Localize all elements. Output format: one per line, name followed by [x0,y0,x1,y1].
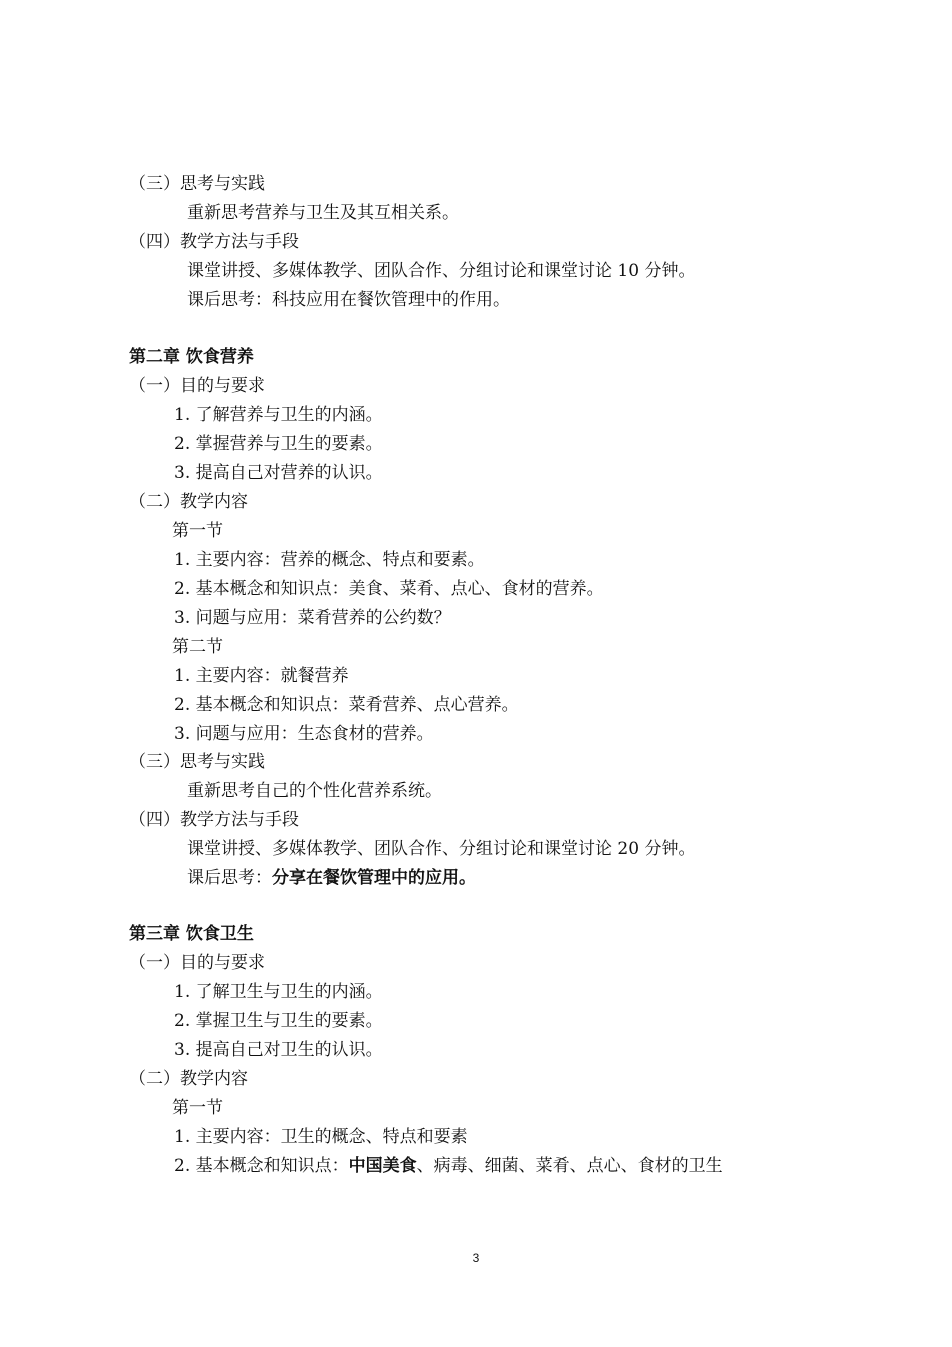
list-item: 2. 基本概念和知识点：菜肴营养、点心营养。 [174,695,519,715]
subsection-title: 第一节 [172,1098,223,1118]
after-prefix: 课后思考： [187,868,272,888]
page-number: 3 [472,1251,480,1265]
paragraph: 课后思考：科技应用在餐饮管理中的作用。 [187,290,510,310]
list-item: 2. 基本概念和知识点：美食、菜肴、点心、食材的营养。 [174,579,604,599]
list-item: 3. 提高自己对营养的认识。 [174,463,383,483]
paragraph: 重新思考自己的个性化营养系统。 [187,781,442,801]
chapter-title: 第二章 饮食营养 [129,347,254,367]
after-bold-text: 分享在餐饮管理中的应用。 [272,868,476,888]
list-item [174,1155,723,1177]
list-item: 3. 问题与应用：菜肴营养的公约数？ [174,608,451,628]
section-heading: （四）教学方法与手段 [129,810,299,830]
item2-prefix: 2. 基本概念和知识点： [174,1156,349,1176]
chapter-title: 第三章 饮食卫生 [129,924,254,944]
list-item: 1. 主要内容：卫生的概念、特点和要素 [174,1127,468,1147]
subsection-title: 第二节 [172,637,223,657]
section-heading: （三）思考与实践 [129,174,265,194]
list-item: 1. 了解营养与卫生的内涵。 [174,405,383,425]
list-item: 2. 掌握营养与卫生的要素。 [174,434,383,454]
list-item: 3. 提高自己对卫生的认识。 [174,1040,383,1060]
list-item: 1. 主要内容：就餐营养 [174,666,349,686]
section-heading: （一）目的与要求 [129,953,265,973]
list-item: 3. 问题与应用：生态食材的营养。 [174,724,434,744]
paragraph: 课堂讲授、多媒体教学、团队合作、分组讨论和课堂讨论 10 分钟。 [187,261,696,281]
section-heading: （四）教学方法与手段 [129,232,299,252]
section-heading: （三）思考与实践 [129,752,265,772]
item2-rest: 、病毒、细菌、菜肴、点心、食材的卫生 [416,1156,723,1176]
list-item: 2. 掌握卫生与卫生的要素。 [174,1011,383,1031]
subsection-title: 第一节 [172,521,223,541]
paragraph: 重新思考营养与卫生及其互相关系。 [187,203,459,223]
section-heading: （一）目的与要求 [129,376,265,396]
list-item: 1. 了解卫生与卫生的内涵。 [174,982,383,1002]
paragraph [187,867,476,889]
list-item: 1. 主要内容：营养的概念、特点和要素。 [174,550,485,570]
section-heading: （二）教学内容 [129,1069,248,1089]
item2-bold: 中国美食 [348,1156,417,1176]
section-heading: （二）教学内容 [129,492,248,512]
paragraph: 课堂讲授、多媒体教学、团队合作、分组讨论和课堂讨论 20 分钟。 [187,839,696,859]
